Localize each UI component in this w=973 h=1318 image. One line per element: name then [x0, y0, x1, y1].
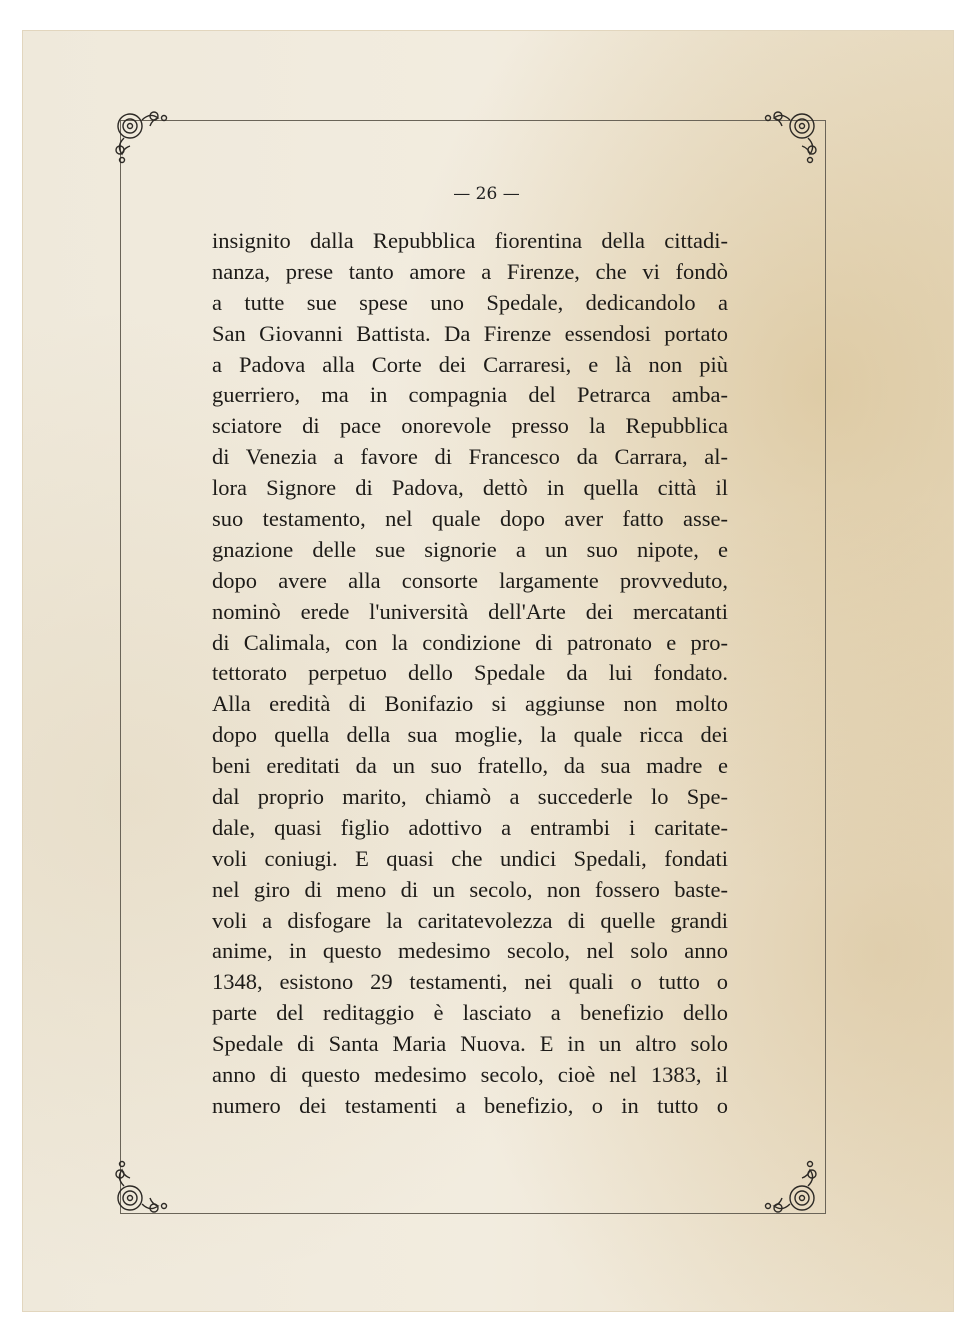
text-line: dopo avere alla consorte largamente provveduto, — [212, 567, 728, 593]
text-line: voli a disfogare la caritatevolezza di quelle grandi — [212, 907, 728, 933]
text-line: lora Signore di Padova, dettò in quella città il — [212, 475, 728, 501]
text-line: dopo quella della sua moglie, la quale ricca dei — [212, 722, 728, 748]
body-text — [212, 226, 728, 1122]
text-line: Alla eredità di Bonifazio si aggiunse non molto — [212, 691, 728, 717]
text-line: a tutte sue spese uno Spedale, dedicandolo a — [212, 289, 728, 315]
text-line: gnazione delle sue signorie a un suo nipote, e — [212, 536, 728, 562]
text-line: 1348, esistono 29 testamenti, nei quali o tutto o — [212, 969, 728, 995]
text-line: di Venezia a favore di Francesco da Carrara, al- — [212, 444, 728, 470]
text-line: parte del reditaggio è lasciato a benefizio dello — [212, 1000, 728, 1026]
text-line: beni ereditati da un suo fratello, da sua madre e — [212, 753, 728, 779]
text-line: anno di questo medesimo secolo, cioè nel 1383, il — [212, 1062, 728, 1088]
text-line: nel giro di meno di un secolo, non fossero baste- — [212, 876, 728, 902]
text-line: anime, in questo medesimo secolo, nel solo anno — [212, 938, 728, 964]
text-line: dale, quasi figlio adottivo a entrambi i caritate- — [212, 814, 728, 840]
corner-ornament-bottom-left — [108, 1156, 172, 1220]
text-line: tettorato perpetuo dello Spedale da lui fondato. — [212, 660, 728, 686]
text-line: nominò erede l'università dell'Arte dei mercatanti — [212, 598, 728, 624]
corner-ornament-top-left — [108, 104, 172, 168]
text-line: voli coniugi. E quasi che undici Spedali, fondati — [212, 845, 728, 871]
text-line: numero dei testamenti a benefizio, o in tutto o — [212, 1092, 728, 1118]
text-line: sciatore di pace onorevole presso la Repubblica — [212, 413, 728, 439]
text-line: suo testamento, nel quale dopo aver fatto asse- — [212, 506, 728, 532]
corner-ornament-bottom-right — [760, 1156, 824, 1220]
text-line: dal proprio marito, chiamò a succederle lo Spe- — [212, 784, 728, 810]
text-line: Spedale di Santa Maria Nuova. E in un altro solo — [212, 1031, 728, 1057]
text-line: insignito dalla Repubblica fiorentina della cittadi- — [212, 228, 728, 253]
text-line: a Padova alla Corte dei Carraresi, e là non più — [212, 351, 728, 377]
text-line: di Calimala, con la condizione di patronato e pro- — [212, 629, 728, 655]
text-line: San Giovanni Battista. Da Firenze essendosi portato — [212, 320, 728, 346]
text-line: guerriero, ma in compagnia del Petrarca amba- — [212, 382, 728, 408]
text-line: nanza, prese tanto amore a Firenze, che vi fondò — [212, 258, 728, 284]
page-number: — 26 — — [453, 184, 520, 204]
corner-ornament-top-right — [760, 104, 824, 168]
